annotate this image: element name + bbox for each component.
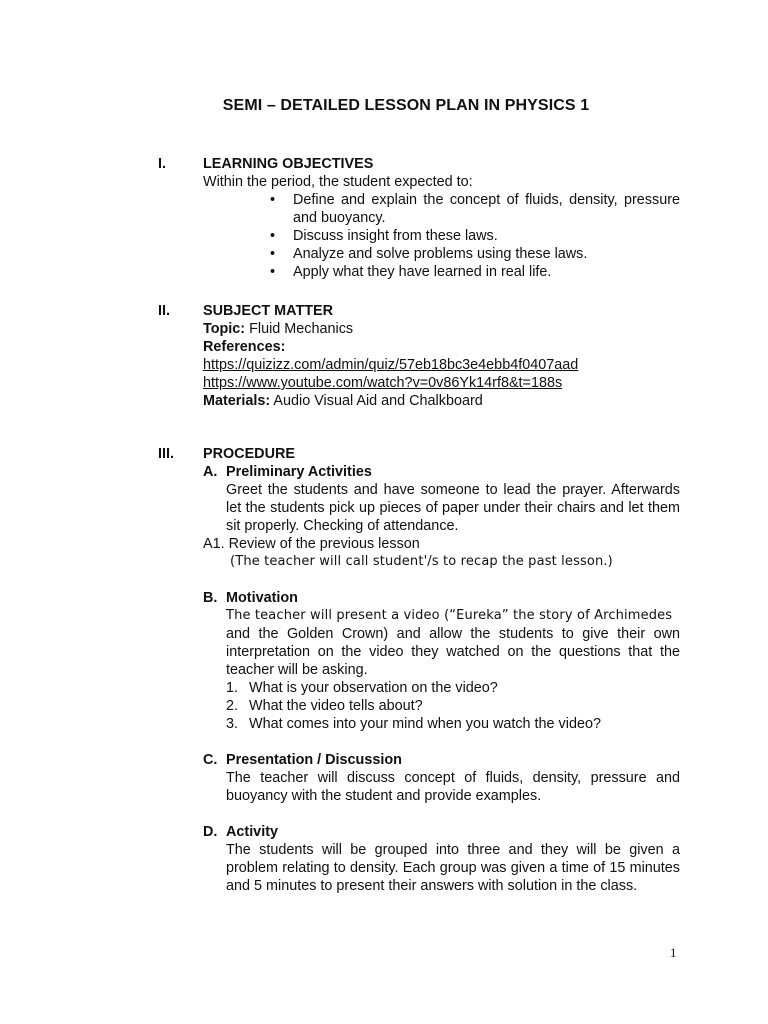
section-heading: SUBJECT MATTER bbox=[203, 303, 334, 319]
bullet-icon: • bbox=[270, 246, 276, 262]
section-numeral: II. bbox=[158, 303, 170, 319]
page-number: 1 bbox=[670, 945, 677, 960]
page-title: SEMI – DETAILED LESSON PLAN IN PHYSICS 1 bbox=[222, 97, 590, 114]
reference-link-youtube[interactable]: https://www.youtube.com/watch?v=0v86Yk14rf8&t=188s bbox=[203, 375, 563, 391]
section-numeral: I. bbox=[158, 156, 166, 172]
list-item: • Define and explain the concept of fluids, density, pressure and buoyancy. bbox=[270, 192, 680, 226]
section-heading: PROCEDURE bbox=[203, 446, 295, 462]
list-item: 1. What is your observation on the video? bbox=[226, 680, 498, 696]
topic-line: Topic: Fluid Mechanics bbox=[203, 321, 354, 337]
objectives-intro: Within the period, the student expected to: bbox=[203, 174, 473, 190]
bullet-icon: • bbox=[270, 192, 276, 208]
section-numeral: III. bbox=[158, 446, 174, 462]
list-item: • Analyze and solve problems using these laws. bbox=[270, 246, 588, 262]
bullet-icon: • bbox=[270, 228, 276, 244]
reference-link-quizizz[interactable]: https://quizizz.com/admin/quiz/57eb18bc3e4ebb4f0407aad bbox=[203, 357, 579, 373]
preliminary-text: Greet the students and have someone to lead the prayer. Afterwards let the students pick up pieces of paper under their chairs and let them sit properly. Checking of attendance. bbox=[226, 482, 680, 534]
bullet-icon: • bbox=[270, 264, 276, 280]
list-item: 3. What comes into your mind when you watch the video? bbox=[226, 716, 601, 732]
list-item: • Discuss insight from these laws. bbox=[270, 228, 498, 244]
motivation-text-first-line: The teacher will present a video (“Eureka” the story of Archimedes bbox=[226, 608, 673, 623]
references-label: References: bbox=[203, 339, 286, 355]
subsection-heading-activity: D. Activity bbox=[203, 824, 278, 840]
motivation-text: and the Golden Crown) and allow the students to give their own interpretation on the video they watched on the questions that the teacher will be asking. bbox=[226, 626, 680, 678]
list-item: • Apply what they have learned in real life. bbox=[270, 264, 552, 280]
subsection-heading-presentation: C. Presentation / Discussion bbox=[203, 752, 402, 768]
review-note: (The teacher will call student'/s to recap the past lesson.) bbox=[230, 554, 613, 569]
list-item: 2. What the video tells about? bbox=[226, 698, 423, 714]
activity-text: The students will be grouped into three and they will be given a problem relating to density. Each group was given a time of 15 minutes and 5 minutes to present their answers with solution in the class. bbox=[226, 842, 680, 894]
motivation-questions bbox=[203, 679, 680, 733]
materials-line: Materials: Audio Visual Aid and Chalkboard bbox=[203, 393, 483, 409]
subsection-heading-preliminary: A. Preliminary Activities bbox=[203, 464, 372, 480]
presentation-text: The teacher will discuss concept of fluids, density, pressure and buoyancy with the student and provide examples. bbox=[226, 770, 680, 804]
review-line: A1. Review of the previous lesson bbox=[203, 536, 420, 552]
objectives-list bbox=[203, 191, 680, 281]
section-heading: LEARNING OBJECTIVES bbox=[203, 156, 374, 172]
subsection-heading-motivation: B. Motivation bbox=[203, 590, 298, 606]
